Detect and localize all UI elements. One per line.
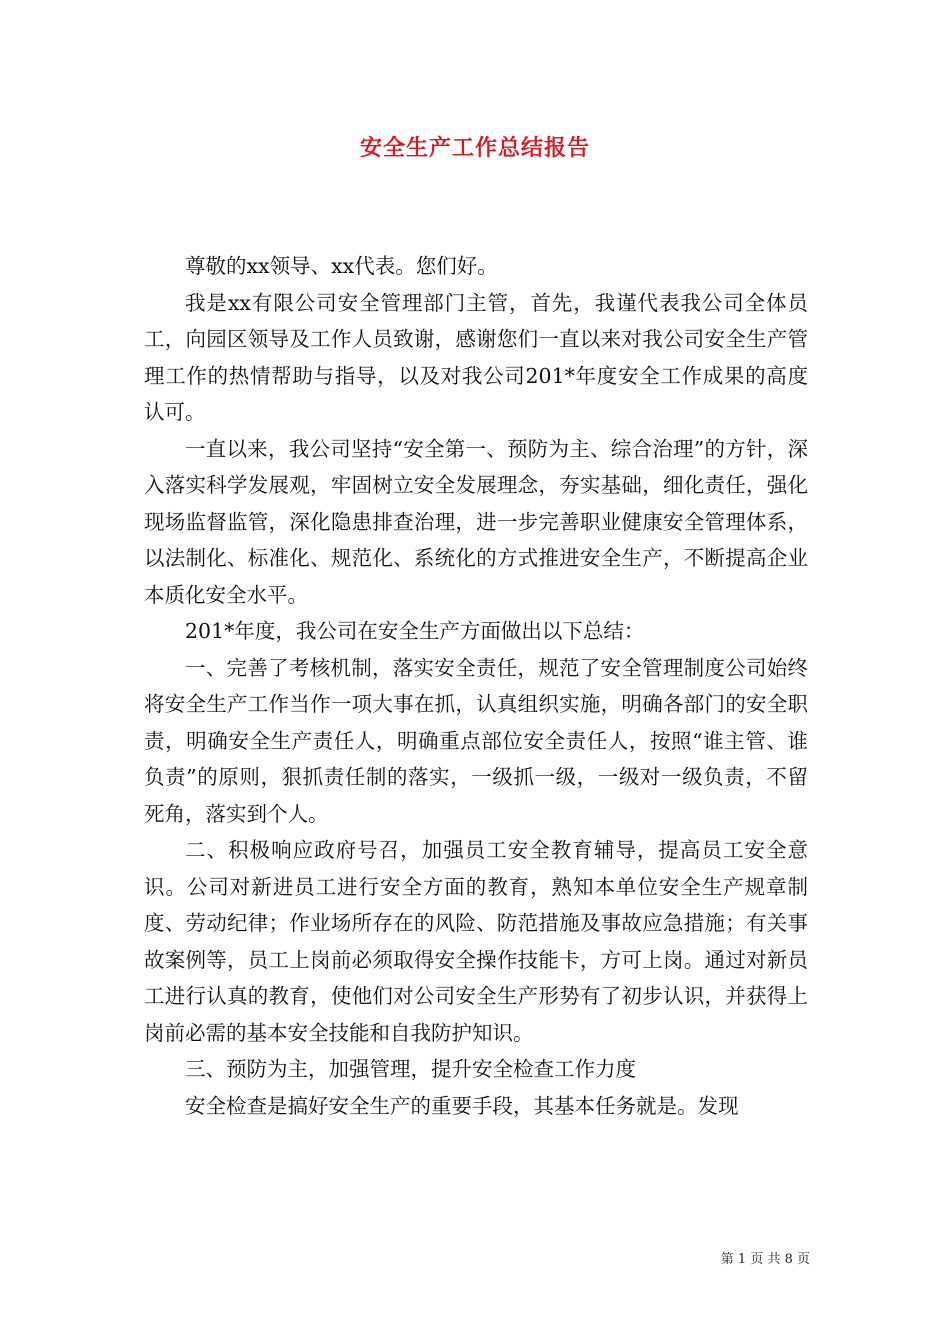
document-body [144, 248, 808, 1124]
paragraph-greeting: 尊敬的xx领导、xx代表。您们好。 [185, 254, 498, 278]
paragraph-introduction: 我是xx有限公司安全管理部门主管，首先，我谨代表我公司全体员工，向园区领导及工作人员致谢，感谢您们一直以来对我公司安全生产管理工作的热情帮助与指导，以及对我公司201*年度安全工作成果的高度认可。 [144, 290, 808, 424]
page-number: 第 1 页 共 8 页 [720, 1252, 810, 1267]
paragraph-section-two: 二、积极响应政府号召，加强员工安全教育辅导，提高员工安全意识。公司对新进员工进行安全方面的教育，熟知本单位安全生产规章制度、劳动纪律；作业场所存在的风险、防范措施及事故应急措施；有关事故案例等，员工上岗前必须取得安全操作技能卡，方可上岗。通过对新员工进行认真的教育，使他们对公司安全生产形势有了初步认识，并获得上岗前必需的基本安全技能和自我防护知识。 [144, 838, 808, 1045]
paragraph-section-three-heading: 三、预防为主，加强管理，提升安全检查工作力度 [185, 1057, 636, 1081]
paragraph-section-three-body: 安全检查是搞好安全生产的重要手段，其基本任务就是。发现 [185, 1093, 739, 1118]
document-title: 安全生产工作总结报告 [359, 135, 590, 161]
paragraph-policy: 一直以来，我公司坚持“安全第一、预防为主、综合治理”的方针，深入落实科学发展观，牢固树立安全发展理念，夯实基础，细化责任，强化现场监督监管，深化隐患排查治理，进一步完善职业健康安全管理体系，以法制化、标准化、规范化、系统化的方式推进安全生产，不断提高企业本质化安全水平。 [144, 436, 808, 607]
paragraph-summary-lead: 201*年度，我公司在安全生产方面做出以下总结： [185, 619, 645, 643]
paragraph-section-one: 一、完善了考核机制，落实安全责任，规范了安全管理制度公司始终将安全生产工作当作一项大事在抓，认真组织实施，明确各部门的安全职责，明确安全生产责任人，明确重点部位安全责任人，按照“谁主管、谁负责”的原则，狠抓责任制的落实，一级抓一级，一级对一级负责，不留死角，落实到个人。 [144, 655, 808, 826]
